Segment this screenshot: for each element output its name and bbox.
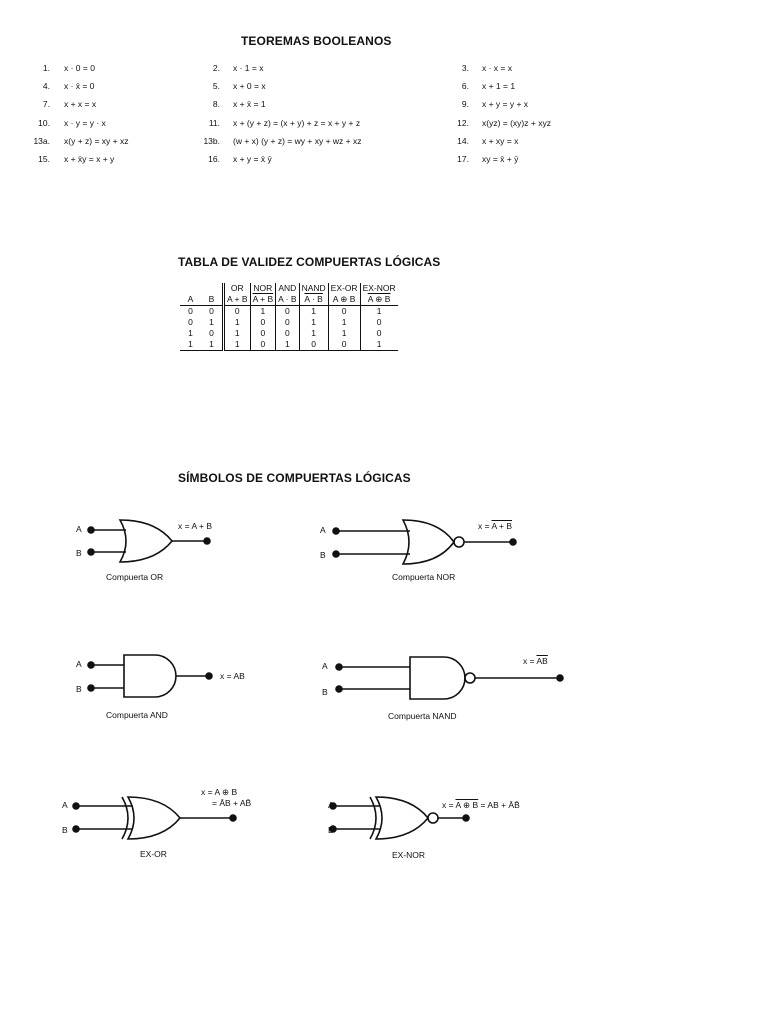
table-cell: 1 bbox=[188, 328, 193, 338]
ex-nor-input-a: A bbox=[328, 800, 334, 810]
table-cell: 1 bbox=[276, 339, 299, 351]
table-cell: 1 bbox=[360, 339, 398, 351]
nand-output-label: $x = \overline{AB}$ bbox=[523, 656, 548, 666]
table-cell: 0 bbox=[299, 339, 328, 351]
theorem-number: 9. bbox=[461, 99, 469, 109]
output-header: A · B bbox=[304, 294, 323, 304]
theorem-expression: x + x̄ = 1 bbox=[233, 99, 266, 109]
theorem-number: 10. bbox=[38, 118, 50, 128]
gate-name: NAND bbox=[299, 283, 328, 294]
theorem-number: 8. bbox=[212, 99, 220, 109]
table-cell: 1 bbox=[201, 339, 224, 351]
ex-or-input-b: B bbox=[62, 825, 68, 835]
table-cell: 0 bbox=[250, 317, 276, 328]
table-cell: 1 bbox=[328, 328, 360, 339]
and-output-label: x = AB bbox=[220, 671, 245, 681]
output-header: A ⊕ B bbox=[328, 294, 360, 306]
table-cell: 1 bbox=[224, 328, 251, 339]
nor-input-b: B bbox=[320, 550, 326, 560]
nand-input-a: A bbox=[322, 661, 328, 671]
output-header: A + B bbox=[252, 294, 274, 304]
theorem-expression: x · y = y · x bbox=[64, 118, 106, 128]
output-header: A ⊕ B bbox=[367, 294, 391, 304]
table-cell: 1 bbox=[180, 339, 201, 351]
ex-nor-output-label: x = A ⊕ B = AB + ĀB̄ bbox=[442, 800, 520, 810]
gate-name: EX-OR bbox=[328, 283, 360, 294]
table-cell: 1 bbox=[299, 328, 328, 339]
theorem-expression: x + y = x̄ ȳ bbox=[233, 154, 272, 164]
theorem-expression: x · 1 = x bbox=[233, 63, 264, 73]
theorem-expression: x + y = y + x bbox=[482, 99, 529, 109]
table-cell: 1 bbox=[224, 339, 251, 351]
or-input-a: A bbox=[76, 524, 82, 534]
or-output-label: x = A + B bbox=[178, 521, 213, 531]
ex-or-output-line2: = ĀB + AB̄ bbox=[212, 798, 252, 808]
theorem-number: 14. bbox=[457, 136, 469, 146]
gate-name: AND bbox=[276, 283, 299, 294]
output-header: A · B bbox=[276, 294, 299, 306]
table-cell: 1 bbox=[299, 306, 328, 318]
table-cell: 0 bbox=[276, 328, 299, 339]
or-caption: Compuerta OR bbox=[106, 572, 164, 582]
theorem-expression: x + 1 = 1 bbox=[482, 81, 516, 91]
nand-caption: Compuerta NAND bbox=[388, 711, 457, 721]
theorem-expression: x + x̄y = x + y bbox=[64, 154, 115, 164]
table-cell: 1 bbox=[250, 306, 276, 318]
output-header: A + B bbox=[224, 294, 251, 306]
theorem-expression: x(yz) = (xy)z + xyz bbox=[482, 118, 551, 128]
and-gate bbox=[88, 655, 212, 697]
table-cell: 0 bbox=[209, 328, 214, 338]
input-header: A bbox=[180, 294, 201, 306]
theorem-expression: x · x̄ = 0 bbox=[64, 81, 95, 91]
table-cell: 1 bbox=[209, 317, 214, 327]
theorem-number: 13b. bbox=[203, 136, 220, 146]
theorem-expression: x + xy = x bbox=[482, 136, 519, 146]
nor-caption: Compuerta NOR bbox=[392, 572, 456, 582]
table-cell: 0 bbox=[209, 306, 214, 316]
table-cell: 0 bbox=[328, 306, 360, 318]
theorem-number: 1. bbox=[42, 63, 50, 73]
theorem-number: 5. bbox=[212, 81, 220, 91]
theorem-expression: (w + x) (y + z) = wy + xy + wz + xz bbox=[233, 136, 362, 146]
ex-or-input-a: A bbox=[62, 800, 68, 810]
theorem-number: 16. bbox=[208, 154, 220, 164]
theorem-expression: xy = x̄ + ȳ bbox=[482, 154, 519, 164]
ex-or-output-line1: x = A ⊕ B bbox=[201, 787, 238, 797]
theorem-expression: x + (y + z) = (x + y) + z = x + y + z bbox=[233, 118, 361, 128]
nor-input-a: A bbox=[320, 525, 326, 535]
theorem-expression: x · 0 = 0 bbox=[64, 63, 95, 73]
theorem-number: 12. bbox=[457, 118, 469, 128]
or-input-b: B bbox=[76, 548, 82, 558]
ex-nor-caption: EX-NOR bbox=[392, 850, 426, 860]
nor-output-label: x = A + B bbox=[478, 521, 513, 531]
input-header: B bbox=[201, 294, 224, 306]
table-cell: 1 bbox=[224, 317, 251, 328]
and-caption: Compuerta AND bbox=[106, 710, 168, 720]
and-input-a: A bbox=[76, 659, 82, 669]
table-cell: 1 bbox=[328, 317, 360, 328]
theorem-number: 11. bbox=[208, 118, 220, 128]
ex-or-caption: EX-OR bbox=[140, 849, 167, 859]
gate-name: EX-NOR bbox=[360, 283, 398, 294]
table-cell: 0 bbox=[360, 328, 398, 339]
gate-name: OR bbox=[224, 283, 251, 294]
table-cell: 1 bbox=[360, 306, 398, 318]
theorem-number: 6. bbox=[461, 81, 469, 91]
theorem-expression: x · x = x bbox=[482, 63, 512, 73]
theorem-number: 15. bbox=[38, 154, 50, 164]
table-cell: 0 bbox=[276, 306, 299, 318]
table-cell: 0 bbox=[250, 339, 276, 351]
table-cell: 0 bbox=[250, 328, 276, 339]
theorems-title: TEOREMAS BOOLEANOS bbox=[241, 34, 392, 48]
table-cell: 0 bbox=[188, 306, 193, 316]
theorem-number: 2. bbox=[212, 63, 220, 73]
and-input-b: B bbox=[76, 684, 82, 694]
symbols-title: SÍMBOLOS DE COMPUERTAS LÓGICAS bbox=[178, 471, 411, 485]
theorem-expression: x + 0 = x bbox=[233, 81, 266, 91]
nand-input-b: B bbox=[322, 687, 328, 697]
theorem-number: 3. bbox=[461, 63, 469, 73]
theorem-number: 13a. bbox=[33, 136, 50, 146]
ex-nor-input-b: B bbox=[328, 825, 334, 835]
theorem-expression: x(y + z) = xy + xz bbox=[64, 136, 129, 146]
table-cell: 0 bbox=[188, 317, 193, 327]
theorem-number: 7. bbox=[42, 99, 50, 109]
table-cell: 0 bbox=[328, 339, 360, 351]
table-cell: 0 bbox=[276, 317, 299, 328]
theorem-expression: x + x = x bbox=[64, 99, 97, 109]
theorem-number: 17. bbox=[457, 154, 469, 164]
table-cell: 0 bbox=[224, 306, 251, 318]
truth-table-title: TABLA DE VALIDEZ COMPUERTAS LÓGICAS bbox=[178, 255, 441, 269]
theorem-number: 4. bbox=[42, 81, 50, 91]
table-cell: 1 bbox=[299, 317, 328, 328]
table-cell: 0 bbox=[360, 317, 398, 328]
gate-name: NOR bbox=[250, 283, 276, 294]
